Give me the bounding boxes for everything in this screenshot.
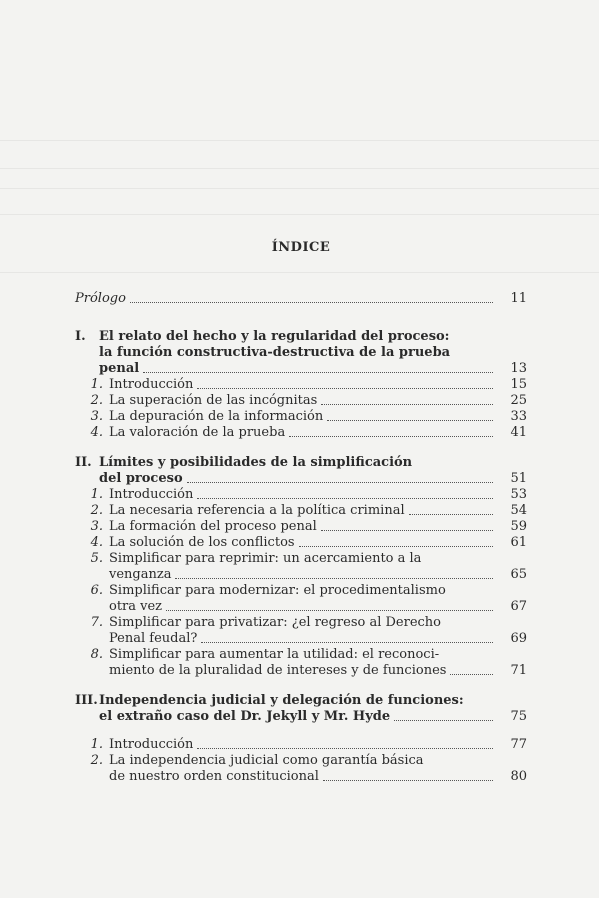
section-title (109, 535, 527, 551)
entry-line (99, 329, 527, 345)
entry-last-line (109, 519, 527, 535)
dot-leader (321, 530, 493, 531)
dot-leader (130, 302, 493, 303)
page-number: 75 (510, 709, 527, 724)
chapter-number: I. (75, 329, 86, 344)
toc-entry-prologo[interactable] (75, 291, 527, 307)
section-title (109, 551, 527, 583)
entry-label: miento de la pluralidad de intereses y de funciones (109, 663, 447, 678)
section-entry[interactable] (75, 519, 527, 535)
page-number: 11 (510, 291, 527, 306)
page-number: 65 (510, 567, 527, 582)
entry-label: Independencia judicial y delegación de funciones: (99, 693, 464, 708)
entry-label: Introducción (109, 487, 194, 502)
entry-last-line (109, 769, 527, 785)
chapter-title (99, 455, 527, 487)
section-title (109, 377, 527, 393)
entry-line (109, 551, 527, 567)
section-number: 3. (90, 519, 103, 534)
entry-last-line (109, 487, 527, 503)
entry-last-line (109, 377, 527, 393)
entry-label: La independencia judicial como garantía básica (109, 753, 424, 768)
entry-last-line (109, 737, 527, 753)
entry-line (109, 753, 527, 769)
dot-leader (175, 578, 493, 579)
entry-last-line (109, 599, 527, 615)
entry-label: Límites y posibilidades de la simplificación (99, 455, 413, 470)
entry-label: Simplificar para modernizar: el procedimentalismo (109, 583, 446, 598)
entry-line (99, 345, 527, 361)
entry-line (109, 615, 527, 631)
section-entry[interactable] (75, 737, 527, 753)
entry-label: venganza (109, 567, 172, 582)
dot-leader (409, 514, 493, 515)
section-title (109, 487, 527, 503)
dot-leader (327, 420, 493, 421)
chapter-list (75, 329, 527, 785)
chapter-heading[interactable] (75, 693, 527, 725)
entry-label: Penal feudal? (109, 631, 198, 646)
section-entry[interactable] (75, 487, 527, 503)
entry-line (109, 647, 527, 663)
entry-last-line (109, 535, 527, 551)
page-number: 67 (510, 599, 527, 614)
entry-label: La valoración de la prueba (109, 425, 286, 440)
section-title (109, 647, 527, 679)
entry-line (99, 693, 527, 709)
entry-label: Simplificar para privatizar: ¿el regreso al Derecho (109, 615, 442, 630)
dot-leader (197, 748, 493, 749)
entry-label: penal (99, 361, 140, 376)
entry-label: Prólogo (75, 291, 126, 306)
entry-label: La depuración de la información (109, 409, 324, 424)
chapter-title (99, 329, 527, 377)
entry-label: La formación del proceso penal (109, 519, 317, 534)
page-title: ÍNDICE (271, 240, 331, 255)
entry-last-line (109, 409, 527, 425)
page-number: 25 (510, 393, 527, 408)
section-title (109, 583, 527, 615)
dot-leader (299, 546, 493, 547)
chapter-heading[interactable] (75, 455, 527, 487)
page-number: 13 (510, 361, 527, 376)
section-title (109, 519, 527, 535)
bleed-through-line (0, 168, 599, 169)
entry-label: Introducción (109, 737, 194, 752)
section-title (109, 503, 527, 519)
dot-leader (323, 780, 493, 781)
chapter-entry (75, 693, 527, 785)
section-entry[interactable] (75, 393, 527, 409)
section-number: 6. (90, 583, 103, 598)
section-entry[interactable] (75, 753, 527, 785)
section-number: 2. (90, 503, 103, 518)
entry-last-line (109, 663, 527, 679)
entry-label: La superación de las incógnitas (109, 393, 318, 408)
dot-leader (450, 674, 493, 675)
bleed-through-line (0, 214, 599, 215)
entry-label: el extraño caso del Dr. Jekyll y Mr. Hyde (99, 709, 391, 724)
dot-leader (321, 404, 493, 405)
entry-last-line (99, 471, 527, 487)
dot-leader (201, 642, 493, 643)
bleed-through-line (0, 140, 599, 141)
page-number: 41 (510, 425, 527, 440)
section-number: 2. (90, 393, 103, 408)
section-entry[interactable] (75, 647, 527, 679)
section-title (109, 753, 527, 785)
page-number: 77 (510, 737, 527, 752)
section-number: 7. (90, 615, 103, 630)
chapter-heading[interactable] (75, 329, 527, 377)
entry-last-line (99, 361, 527, 377)
section-entry[interactable] (75, 551, 527, 583)
dot-leader (394, 720, 493, 721)
spacer (75, 725, 527, 737)
section-number: 2. (90, 753, 103, 768)
section-title (109, 409, 527, 425)
section-title (109, 425, 527, 441)
entry-label: la función constructiva-destructiva de la prueba (99, 345, 451, 360)
section-number: 1. (90, 377, 103, 392)
bleed-through-line (0, 188, 599, 189)
chapter-title (99, 693, 527, 725)
chapter-entry (75, 455, 527, 679)
section-entry[interactable] (75, 377, 527, 393)
page-number: 59 (510, 519, 527, 534)
section-number: 8. (90, 647, 103, 662)
section-entry[interactable] (75, 535, 527, 551)
page-number: 51 (510, 471, 527, 486)
page-number: 15 (510, 377, 527, 392)
page-number: 33 (510, 409, 527, 424)
section-title (109, 615, 527, 647)
section-entry[interactable] (75, 425, 527, 441)
entry-last-line (109, 425, 527, 441)
dot-leader (166, 610, 493, 611)
section-entry[interactable] (75, 615, 527, 647)
section-entry[interactable] (75, 409, 527, 425)
page-number: 53 (510, 487, 527, 502)
entry-label: La necesaria referencia a la política criminal (109, 503, 405, 518)
page-number: 61 (510, 535, 527, 550)
page-number: 54 (510, 503, 527, 518)
entry-label: de nuestro orden constitucional (109, 769, 319, 784)
entry-last-line (109, 393, 527, 409)
chapter-entry (75, 329, 527, 441)
section-entry[interactable] (75, 583, 527, 615)
entry-label: del proceso (99, 471, 183, 486)
dot-leader (197, 498, 493, 499)
dot-leader (143, 372, 493, 373)
entry-last-line (99, 709, 527, 725)
dot-leader (289, 436, 493, 437)
entry-label: otra vez (109, 599, 163, 614)
section-title (109, 393, 527, 409)
page-number: 71 (510, 663, 527, 678)
section-number: 5. (90, 551, 103, 566)
section-entry[interactable] (75, 503, 527, 519)
dot-leader (187, 482, 493, 483)
entry-label: Introducción (109, 377, 194, 392)
section-number: 4. (90, 425, 103, 440)
entry-last-line (109, 631, 527, 647)
entry-line (109, 583, 527, 599)
entry-last-line (109, 503, 527, 519)
entry-line (99, 455, 527, 471)
entry-label: La solución de los conflictos (109, 535, 295, 550)
entry-last-line (109, 567, 527, 583)
table-of-contents (75, 240, 527, 785)
section-number: 4. (90, 535, 103, 550)
dot-leader (197, 388, 493, 389)
entry-label: Simplificar para aumentar la utilidad: el reconoci- (109, 647, 440, 662)
entry-label: Simplificar para reprimir: un acercamiento a la (109, 551, 422, 566)
page-number: 69 (510, 631, 527, 646)
chapter-number: III. (75, 693, 98, 708)
section-number: 1. (90, 737, 103, 752)
chapter-number: II. (75, 455, 92, 470)
section-number: 3. (90, 409, 103, 424)
section-title (109, 737, 527, 753)
page-number: 80 (510, 769, 527, 784)
entry-label: El relato del hecho y la regularidad del proceso: (99, 329, 450, 344)
section-number: 1. (90, 487, 103, 502)
